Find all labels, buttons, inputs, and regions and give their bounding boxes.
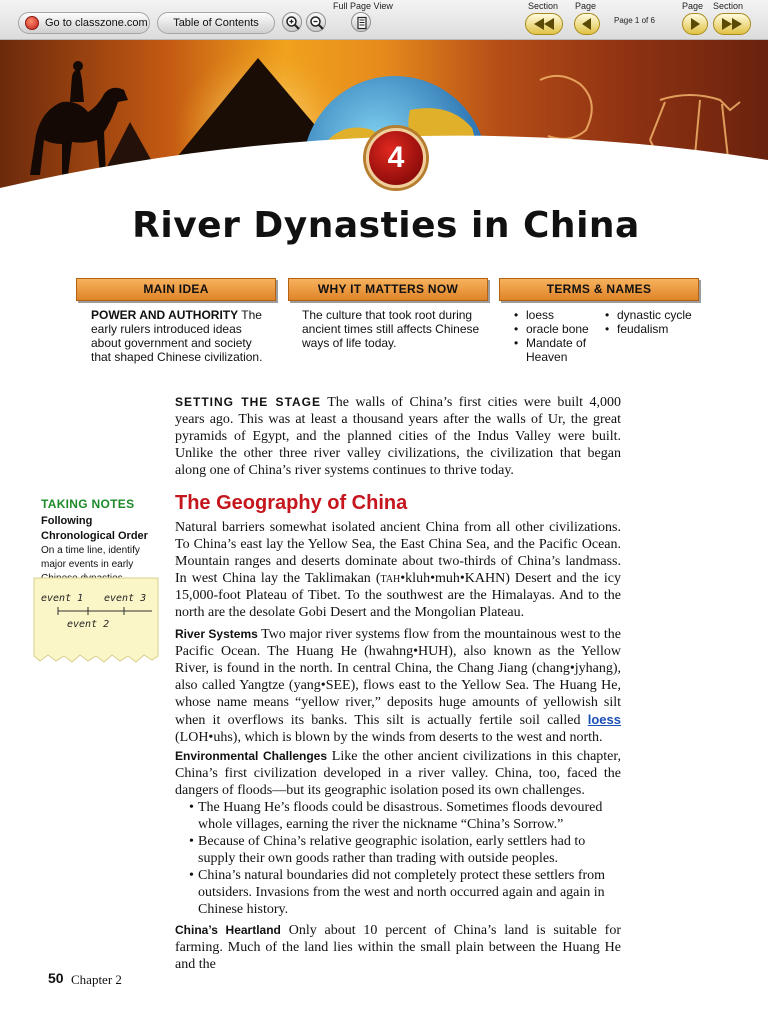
full-page-icon [354, 15, 370, 31]
home-icon [25, 16, 39, 30]
river-systems-paragraph [175, 626, 621, 746]
geography-intro-a: Natural barriers somewhat isolated ancient China from all other civilizations. To China’s east lay the Yellow Sea, the East China Sea, and the Pacific Ocean. Mountain ranges and deserts dominate about two-thirds of China’s landmass. In west China lay the Taklimakan ( [175, 520, 621, 586]
timeline-event-3: event 3 [104, 593, 147, 604]
zoom-out-button[interactable] [306, 12, 326, 32]
chinas-heartland-label: China’s Heartland [175, 923, 281, 937]
previous-page-button[interactable] [574, 13, 600, 35]
section-label-right: Section [713, 1, 744, 11]
main-idea-lead: POWER AND AUTHORITY [91, 308, 239, 322]
table-of-contents-label: Table of Contents [173, 17, 259, 29]
previous-section-button[interactable] [525, 13, 563, 35]
geography-intro-b: •kluh•muh•KAHN) Desert and the icy 15,000-foot Plateau of Tibet. To the southwest are the Himalayas. And to the north are the desolate Gobi Desert and the Mongolian Plateau. [175, 571, 621, 620]
main-idea-body: The early rulers introduced ideas about government and society that shaped Chinese civilization. [91, 308, 263, 364]
chinas-heartland-text: Only about 10 percent of China’s land is suitable for farming. Much of the land lies within the small plain between the Huang He and the [175, 923, 622, 972]
page-title: River Dynasties in China [132, 205, 640, 246]
terms-names-header: TERMS & NAMES [499, 278, 699, 301]
main-idea-text [91, 308, 263, 364]
page-label-left: Page [575, 1, 597, 11]
geography-intro-pron: tah [380, 571, 401, 586]
terms-list-col1 [514, 308, 606, 364]
next-page-button[interactable] [682, 13, 708, 35]
environmental-challenges-list [175, 799, 621, 918]
environmental-challenges-text: Like the other ancient civilizations in this chapter, China’s first civilization developed in a river valley. China, too, faced the dangers of floods—but its geographic isolation posed its own challenges. [175, 749, 621, 798]
chapter-number-badge: 4 [366, 128, 426, 188]
page-count: Page 1 of 6 [614, 16, 655, 25]
river-systems-label: River Systems [175, 627, 258, 641]
loess-term-link[interactable]: loess [587, 712, 621, 727]
next-section-icon [720, 17, 744, 31]
zoom-in-button[interactable] [282, 12, 302, 32]
previous-page-icon [581, 17, 593, 31]
term-item: • feudalism [605, 322, 695, 336]
timeline-event-2: event 2 [67, 619, 110, 630]
zoom-in-icon [285, 15, 301, 31]
timeline-event-1: event 1 [41, 593, 84, 604]
zoom-out-icon [309, 15, 325, 31]
full-page-view-button[interactable] [351, 12, 371, 32]
river-systems-text-a: Two major river systems flow from the mountainous west to the Pacific Ocean. The Huang He (hwahng•HUH), also known as the Yellow River, is found in the north. In central China, the Chang Jiang (chang•jyhang), also called Yangtze (yang•SEE), flows east to the Yellow Sea. The Huang He, whose name means “yellow river,” deposits huge amounts of yellowish silt when it overflows its banks. This silt is actually fertile soil called [175, 627, 621, 728]
next-section-button[interactable] [713, 13, 751, 35]
go-to-classzone-button[interactable] [18, 12, 150, 34]
list-item: • The Huang He’s floods could be disastrous. Sometimes floods devoured whole villages, earning the river the nickname “China’s Sorrow.” [175, 799, 621, 833]
environmental-challenges-paragraph [175, 748, 621, 799]
term-item: • dynastic cycle [605, 308, 695, 322]
geography-intro-paragraph [175, 519, 621, 621]
go-to-classzone-label: Go to classzone.com [45, 17, 148, 29]
term-item: • loess [514, 308, 606, 322]
why-it-matters-text: The culture that took root during ancient times still affects Chinese ways of life today. [302, 308, 480, 350]
main-idea-header: MAIN IDEA [76, 278, 276, 301]
chapter-label: Chapter 2 [71, 972, 122, 987]
setting-the-stage-label: SETTING THE STAGE [175, 395, 322, 409]
setting-the-stage-text: The walls of China’s first cities were built 4,000 years ago. This was at least a thousand years after the walls of Ur, the great pyramids of Egypt, and the planned cities of the Indus Valley were built. Unlike the other three river valley civilizations, the civilization that began along one of China’s river systems continues to thrive today. [175, 395, 622, 478]
previous-section-icon [532, 17, 556, 31]
river-systems-text-b: (LOH•uhs), which is blown by the winds from deserts to the west and north. [175, 730, 603, 745]
taking-notes-lead: Following Chronological Order [41, 515, 148, 542]
environmental-challenges-label: Environmental Challenges [175, 749, 327, 763]
list-item: • China’s natural boundaries did not completely protect these settlers from outsiders. Invasions from the west and north occurred again and again in Chinese history. [175, 867, 621, 918]
next-page-icon [689, 17, 701, 31]
term-item: • oracle bone [514, 322, 606, 336]
setting-the-stage-paragraph [175, 394, 621, 479]
why-it-matters-header: WHY IT MATTERS NOW [288, 278, 488, 301]
taking-notes-title: TAKING NOTES [41, 497, 135, 511]
section-heading: The Geography of China [175, 492, 408, 514]
viewer-toolbar [0, 0, 768, 40]
term-item: • Mandate of Heaven [514, 336, 606, 364]
page-label-right: Page [682, 1, 704, 11]
taking-notes-body: On a time line, identify major events in early [41, 545, 140, 570]
terms-list-col2 [605, 308, 695, 336]
page-number: 50 [48, 970, 64, 986]
full-page-view-label: Full Page View [333, 1, 393, 11]
chinas-heartland-paragraph [175, 922, 621, 973]
list-item: • Because of China’s relative geographic isolation, early settlers had to supply their own goods rather than trading with outside peoples. [175, 833, 621, 867]
timeline-sticky-note [32, 576, 160, 666]
section-label-left: Section [528, 1, 559, 11]
table-of-contents-button[interactable] [157, 12, 275, 34]
